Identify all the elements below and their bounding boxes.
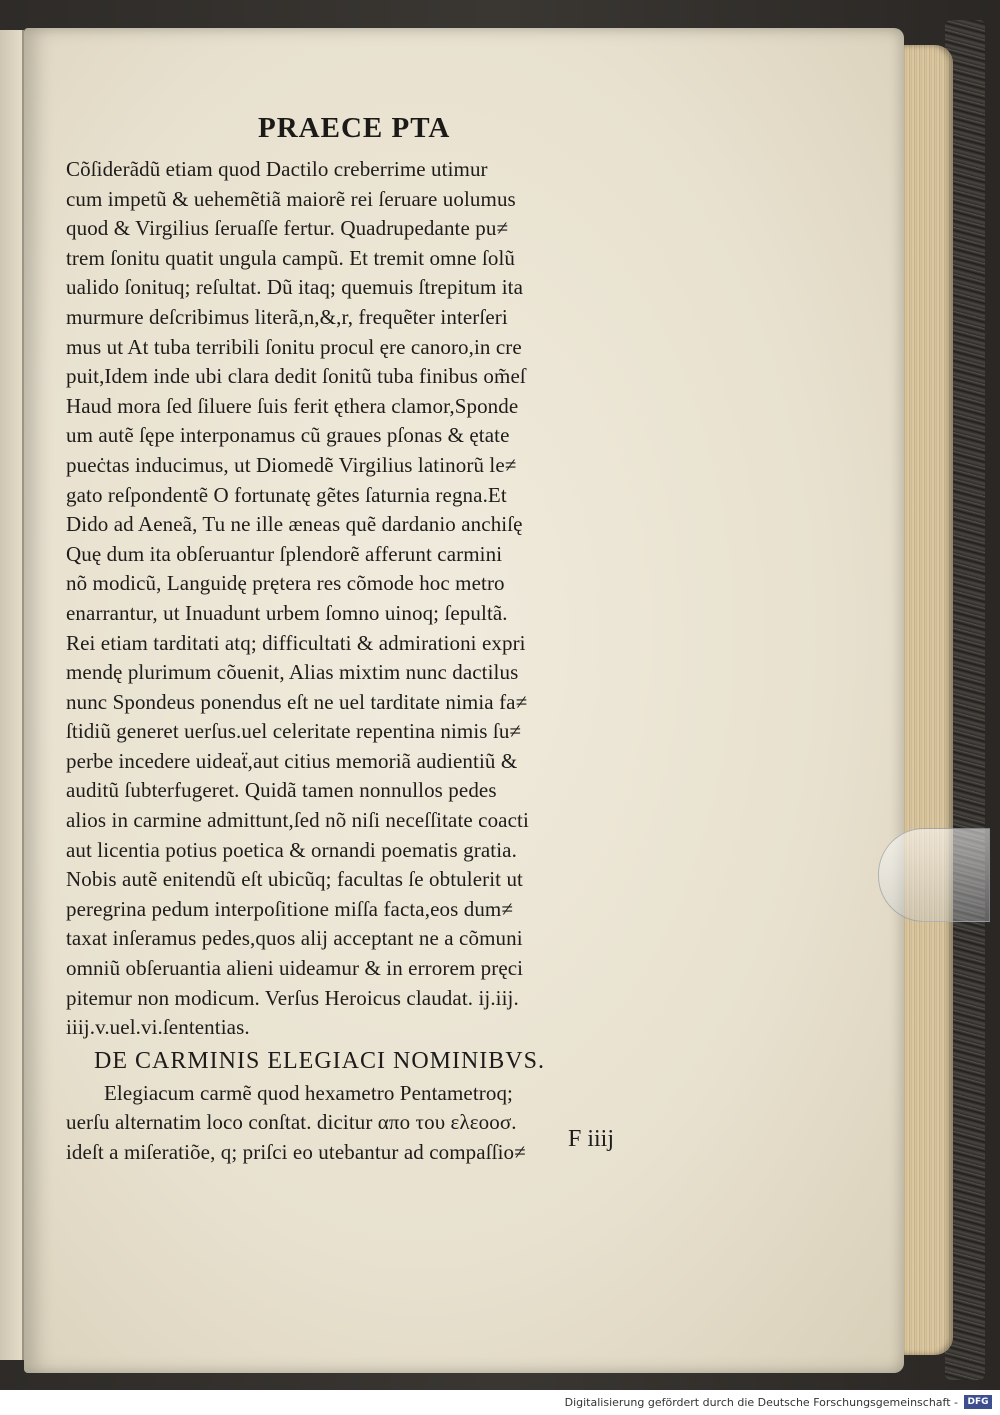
text-line: peregrina pedum interpoſitione miſſa facta,eos dum≠ — [66, 896, 513, 921]
funding-credit: Digitalisierung gefördert durch die Deutsche Forschungsgemeinschaft - — [564, 1396, 958, 1409]
text-block — [66, 155, 706, 1168]
running-head: PRAECE PTA — [258, 112, 451, 144]
text-line: omniũ obſeruantia alieni uideamur & in errorem pręci — [66, 956, 524, 981]
text-line: puit,Idem inde ubi clara dedit ſonitũ tuba finibus om̃eſ — [66, 364, 526, 389]
text-line: pitemur non modicum. Verſus Heroicus claudat. ij.iij. — [66, 985, 519, 1010]
text-line: Rei etiam tarditati atq; difficultati & admirationi expri — [66, 630, 526, 655]
text-line: ideſt a miſeratiõe, q; priſci eo utebantur ad compaſſio≠ — [66, 1140, 526, 1164]
text-line: pueċtas inducimus, ut Diomedẽ Virgilius latinorũ le≠ — [66, 452, 517, 477]
section-heading: DE CARMINIS ELEGIACI NOMINIBVS. — [94, 1047, 545, 1074]
text-line: perbe incedere uideaẗ,aut citius memoriã audientiũ & — [66, 748, 518, 773]
text-line: nõ modicũ, Languidę prętera res cõmode hoc metro — [66, 571, 505, 596]
text-line: ualido ſonituq; reſultat. Dũ itaq; quemuis ſtrepitum ita — [66, 275, 524, 300]
text-line: cum impetũ & uehemẽtiã maiorẽ rei ſeruare uolumus — [66, 186, 516, 211]
text-line: mendę plurimum cõuenit, Alias mixtim nunc dactilus — [66, 660, 519, 685]
text-line: nunc Spondeus ponendus eſt ne uel tarditate nimia fa≠ — [66, 689, 528, 714]
text-line: Nobis autẽ enitendũ eſt ubicũq; facultas ſe obtulerit ut — [66, 867, 523, 892]
text-line: Dido ad Aeneã, Tu ne ille æneas quẽ dardanio anchiſę — [66, 512, 523, 537]
text-line: gato reſpondentẽ O fortunatę gẽtes ſaturnia regna.Et — [66, 482, 507, 507]
text-line: Elegiacum carmẽ quod hexametro Pentametroq; — [104, 1080, 513, 1105]
page-clip — [878, 828, 990, 922]
dfg-logo: DFG — [964, 1395, 992, 1409]
text-line: alios in carmine admittunt,ſed nõ niſi neceſſitate coacti — [66, 808, 529, 833]
text-line: uerſu alternatim loco conſtat. dicitur απο του ελεοοσ. — [66, 1110, 517, 1135]
text-line: quod & Virgilius ſeruaſſe fertur. Quadrupedante pu≠ — [66, 216, 509, 241]
text-line: enarrantur, ut Inuadunt urbem ſomno uinoq; ſepultã. — [66, 600, 508, 625]
text-line: mus ut At tuba terribili ſonitu procul ęre canoro,in cre — [66, 334, 522, 359]
text-line: auditũ ſubterfugeret. Quidã tamen nonnullos pedes — [66, 778, 497, 803]
text-line: Cõſiderãdũ etiam quod Dactilo creberrime utimur — [66, 157, 488, 181]
text-line: Quę dum ita obſeruantur ſplendorẽ afferunt carmini — [66, 541, 503, 566]
text-line: taxat inſeramus pedes,quos alij acceptant ne a cõmuni — [66, 926, 523, 951]
text-line: trem ſonitu quatit ungula campũ. Et tremit omne ſolũ — [66, 245, 516, 270]
text-line: murmure deſcribimus literã,n,&,r, frequẽter interſeri — [66, 304, 508, 329]
text-line: um autẽ ſępe interponamus cũ graues pſonas & ętate — [66, 423, 510, 448]
text-line: aut licentia potius poetica & ornandi poematis gratia. — [66, 837, 517, 862]
text-line: iiij.v.uel.vi.ſententias. — [66, 1015, 250, 1040]
text-line: ſtidiũ generet uerſus.uel celeritate repentina nimis ſu≠ — [66, 719, 522, 744]
text-line: Haud mora ſed ſiluere ſuis ferit ęthera clamor,Sponde — [66, 393, 519, 418]
facing-page-edge — [0, 30, 24, 1360]
signature-mark: F iiij — [568, 1126, 615, 1152]
